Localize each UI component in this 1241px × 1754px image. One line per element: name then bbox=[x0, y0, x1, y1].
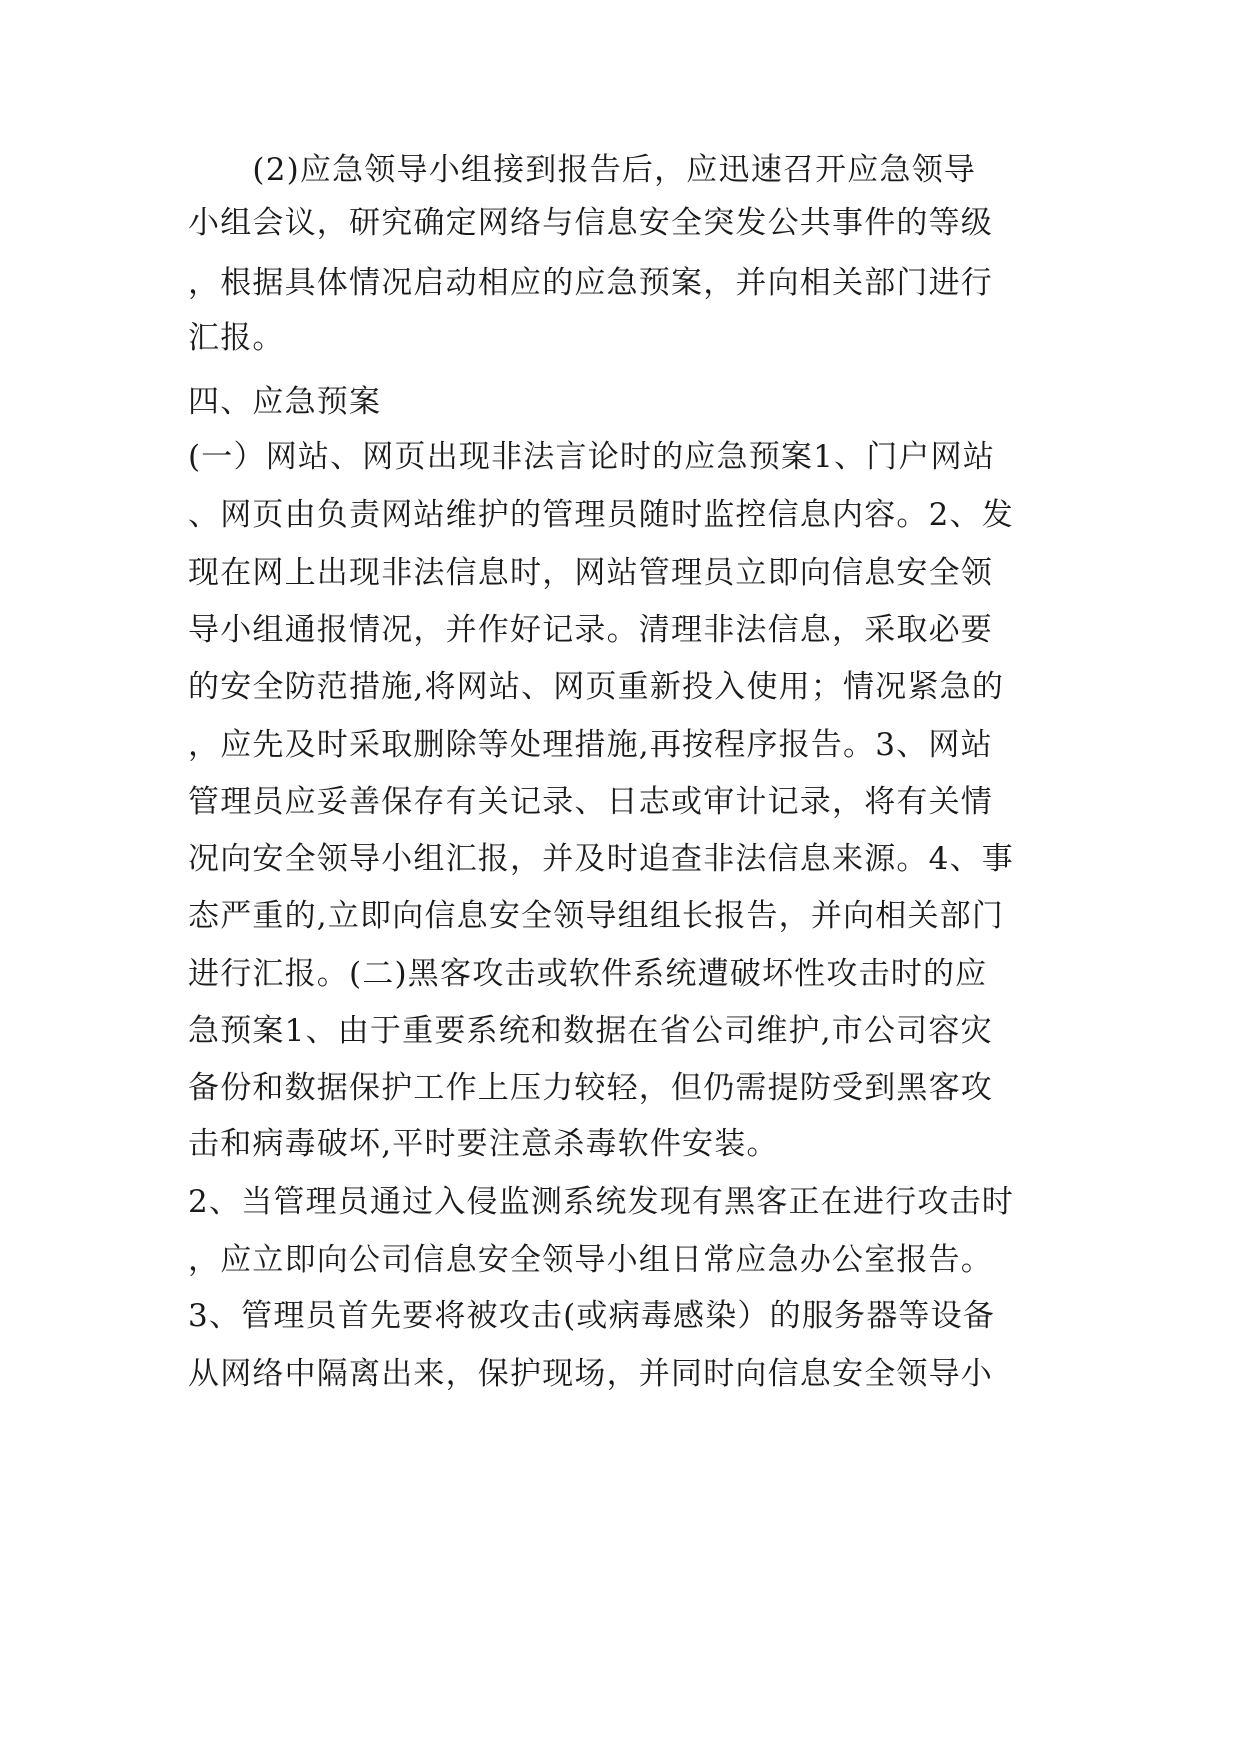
text-line: 、网页由负责网站维护的管理员随时监控信息内容。2、发 bbox=[188, 497, 1014, 533]
text-line: (一）网站、网页出现非法言论时的应急预案1、门户网站 bbox=[188, 439, 996, 475]
text-line: 2、当管理员通过入侵监测系统发现有黑客正在进行攻击时 bbox=[188, 1184, 1014, 1220]
text-line: ，应立即向公司信息安全领导小组日常应急办公室报告。 bbox=[188, 1242, 993, 1278]
text-line: 导小组通报情况，并作好记录。清理非法信息，采取必要 bbox=[188, 612, 993, 648]
text-line: 从网络中隔离出来，保护现场，并同时向信息安全领导小 bbox=[188, 1356, 993, 1392]
text-line: ，根据具体情况启动相应的应急预案，并向相关部门进行 bbox=[188, 265, 993, 301]
text-line: 汇报。 bbox=[188, 320, 285, 356]
text-line: 3、管理员首先要将被攻击(或病毒感染）的服务器等设备 bbox=[188, 1298, 996, 1334]
text-line: (2)应急领导小组接到报告后，应迅速召开应急领导 bbox=[188, 152, 977, 188]
text-line: 急预案1、由于重要系统和数据在省公司维护,市公司容灾 bbox=[188, 1013, 993, 1049]
text-line: 备份和数据保护工作上压力较轻，但仍需提防受到黑客攻 bbox=[188, 1070, 993, 1106]
text-line: 管理员应妥善保存有关记录、日志或审计记录，将有关情 bbox=[188, 784, 993, 820]
text-line: 击和病毒破坏,平时要注意杀毒软件安装。 bbox=[188, 1126, 779, 1162]
text-line: 态严重的,立即向信息安全领导组组长报告，并向相关部门 bbox=[188, 898, 1005, 934]
text-line: 现在网上出现非法信息时，网站管理员立即向信息安全领 bbox=[188, 555, 993, 591]
text-line: 况向安全领导小组汇报，并及时追查非法信息来源。4、事 bbox=[188, 841, 1014, 877]
text-line: ，应先及时采取删除等处理措施,再按程序报告。3、网站 bbox=[188, 727, 993, 763]
section-heading: 四、应急预案 bbox=[188, 384, 382, 420]
text-line: 小组会议，研究确定网络与信息安全突发公共事件的等级 bbox=[188, 205, 993, 241]
text-line: 进行汇报。(二)黑客攻击或软件系统遭破坏性攻击时的应 bbox=[188, 956, 988, 992]
text-line: 的安全防范措施,将网站、网页重新投入使用；情况紧急的 bbox=[188, 669, 1005, 705]
